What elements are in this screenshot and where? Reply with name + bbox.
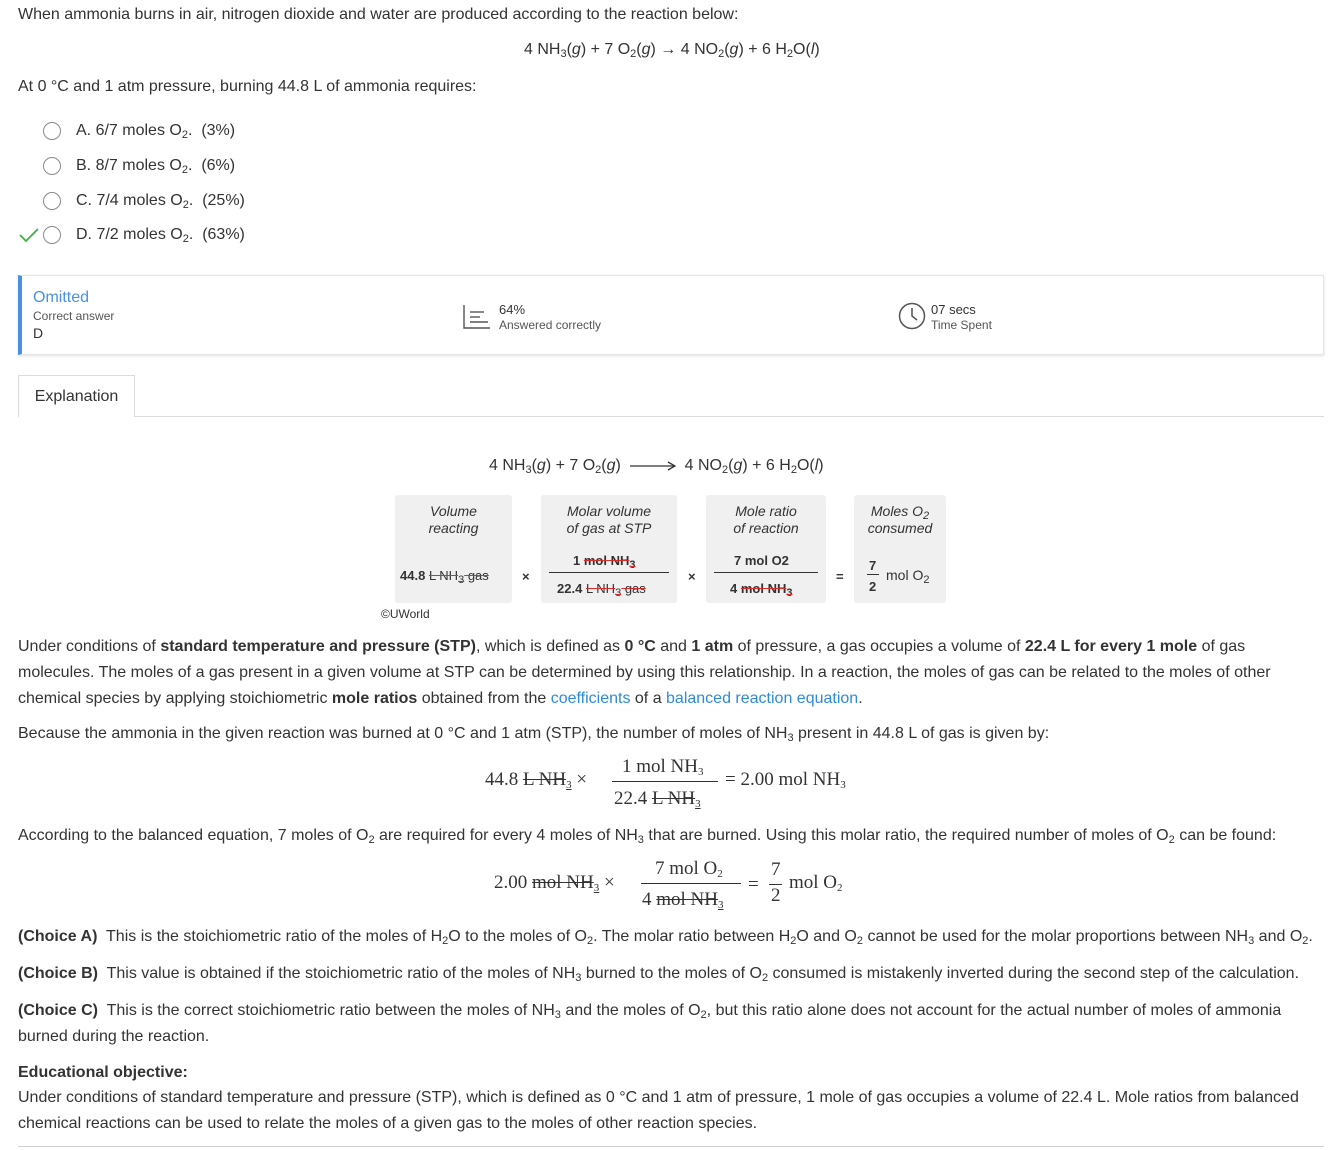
- coefficients-link[interactable]: coefficients: [550, 690, 631, 707]
- equation-2-fraction-bar: [641, 883, 741, 884]
- choice-d[interactable]: D. 7/2 moles $O_2$. (63%): [18, 222, 245, 248]
- figure-result-num: 7: [869, 558, 877, 573]
- explanation-paragraph-1: Under conditions of standard temperature and pressure (STP), which is defined as 0 °C and 1 atm of pressure, a gas occupies a volume of 22.4 L for every 1 mole of gas molecules. The moles of a gas present in a given volume at STP can be determined by using this relationship. In a reaction, the moles of gas can be related to the moles of other chemical species by applying stoichiometric mole ratios obtained from the coefficients of a balanced reaction equation.: [18, 638, 1271, 707]
- figure-box-molar-volume: Molar volume of gas at STP 1 mol $NH_3$ 22.4 L $NH_3$ gas: [541, 495, 677, 603]
- percent-correct-value: 64%: [499, 302, 526, 317]
- checkmark-icon: [18, 226, 40, 244]
- correct-answer-value: D: [33, 325, 44, 341]
- choice-c-letter: C.: [76, 192, 92, 209]
- choice-b-percent: (6%): [201, 157, 236, 174]
- figure-header-moles-1: Moles O: [870, 503, 923, 519]
- choice-d-percent: (63%): [202, 226, 245, 243]
- figure-box-mole-ratio: Mole ratio of reaction 7 mol O2 4 mol $NH_3$: [706, 495, 826, 603]
- choice-b-value: 8/7 moles O: [95, 157, 182, 174]
- time-spent-value: 07 secs: [931, 302, 976, 317]
- figure-header-molar-1: Molar volume: [566, 503, 652, 519]
- equation-1-denominator: 22.4 L $NH_3$: [614, 788, 701, 810]
- equation-2-left: 2.00 mol $NH_3$ ×: [494, 872, 615, 894]
- figure-result-unit: mol O: [886, 567, 924, 583]
- equation-1-result: = 2.00 mol $NH_3$: [725, 769, 846, 791]
- explanation-choice-b: (Choice B) This value is obtained if the stoichiometric ratio of the moles of $NH_3$ burned to the moles of $O_2$ consumed is mistakenly inverted during the second step of the calculation.: [18, 965, 1300, 984]
- question-prompt: At 0 °C and 1 atm pressure, burning 44.8 L of ammonia requires:: [18, 78, 477, 95]
- figure-header-ratio-2: of reaction: [733, 520, 799, 536]
- figure-header-moles-2: consumed: [867, 520, 933, 536]
- percent-correct-label: Answered correctly: [499, 318, 602, 332]
- choice-b-letter: B.: [76, 157, 92, 174]
- status-label: Omitted: [33, 289, 90, 306]
- figure-molar-volume: 22.4: [557, 581, 583, 596]
- figure-header-volume-1: Volume: [430, 503, 477, 519]
- time-spent-label: Time Spent: [931, 318, 992, 332]
- choice-a-letter: A.: [76, 122, 92, 139]
- radio-d[interactable]: [43, 226, 61, 244]
- figure-header-volume-2: reacting: [428, 520, 479, 536]
- choice-c-percent: (25%): [202, 192, 245, 209]
- figure-times-2: ×: [688, 569, 696, 584]
- figure-box-moles-o2: Moles $O_2$ consumed 7 2 mol $O_2$: [854, 495, 946, 603]
- figure-box-volume: Volume reacting 44.8 L $NH_3$ gas: [395, 495, 512, 603]
- clock-icon: [898, 302, 926, 330]
- equation-2-numerator: 7 mol $O_2$: [655, 858, 723, 880]
- choice-c[interactable]: C. 7/4 moles $O_2$. (25%): [18, 188, 245, 214]
- bottom-divider: [18, 1146, 1324, 1147]
- figure-volume-value: 44.8: [400, 568, 426, 583]
- radio-a[interactable]: [43, 122, 61, 140]
- choice-d-letter: D.: [76, 226, 92, 243]
- objective-text: Under conditions of standard temperature and pressure (STP), which is defined as 0 °C and 1 atm of pressure, 1 mole of gas occupies a volume of 22.4 L. Mole ratios from balanced chemical reactions can be used to relate the moles of a given gas to the moles of other reaction species.: [18, 1089, 1299, 1132]
- choice-b[interactable]: B. 8/7 moles $O_2$. (6%): [18, 153, 235, 179]
- radio-b[interactable]: [43, 157, 61, 175]
- figure-ratio-top: 7 mol O2: [734, 553, 789, 568]
- equation-2-result-den: 2: [771, 885, 781, 906]
- reaction-arrow-icon: [630, 461, 676, 471]
- figure-result-den: 2: [869, 579, 877, 594]
- choice-c-value: 7/4 moles O: [96, 192, 183, 209]
- question-stem: When ammonia burns in air, nitrogen dioxide and water are produced according to the reaction below:: [18, 6, 739, 23]
- reaction-equation: 4 $NH_3(g) + 7$ $O_2(g) \to 4$ $NO_2(g) + 6$ $H_2O(l)$: [524, 41, 820, 60]
- figure-times-1: ×: [522, 569, 530, 584]
- stats-bar: [18, 275, 1324, 355]
- balanced-reaction-link[interactable]: balanced reaction equation: [666, 690, 859, 707]
- objective-title: Educational objective:: [18, 1064, 188, 1081]
- explanation-choice-a: (Choice A) This is the stoichiometric ratio of the moles of $H_2O$ to the moles of $O_2$. The molar ratio between $H_2O$ and $O_2$ cannot be used for the molar proportions between $NH_3$ and $O_2$.: [18, 928, 1313, 947]
- equation-2-unit: mol $O_2$: [789, 872, 843, 894]
- equation-2-result-num: 7: [771, 859, 781, 880]
- explanation-paragraph-2: Because the ammonia in the given reaction was burned at 0 °C and 1 atm (STP), the number of moles of $NH_3$ present in 44.8 L of gas is given by:: [18, 725, 1050, 744]
- tab-divider: [135, 416, 1324, 417]
- bar-chart-icon: [462, 304, 492, 330]
- radio-c[interactable]: [43, 192, 61, 210]
- figure-ratio-bottom: 4: [730, 581, 738, 596]
- equation-1-fraction-bar: [612, 781, 718, 782]
- choice-d-value: 7/2 moles O: [96, 226, 183, 243]
- uworld-credit: ©UWorld: [381, 607, 430, 621]
- figure-header-molar-2: of gas at STP: [566, 520, 652, 536]
- correct-answer-label: Correct answer: [33, 309, 115, 323]
- equation-2-denominator: 4 mol $NH_3$: [642, 889, 724, 911]
- explanation-choice-c: (Choice C) This is the correct stoichiometric ratio between the moles of $NH_3$ and the moles of $O_2$, but this ratio alone does not account for the actual number of moles of ammonia burned during the reaction.: [18, 1002, 1282, 1045]
- tab-explanation[interactable]: Explanation: [18, 375, 135, 417]
- equation-1-numerator: 1 mol $NH_3$: [622, 756, 704, 778]
- equation-2-equals: =: [748, 874, 759, 895]
- figure-header-ratio-1: Mole ratio: [735, 503, 797, 519]
- figure-one-mol: 1: [573, 553, 581, 568]
- equation-1-left: 44.8 L $NH_3$ ×: [485, 769, 588, 791]
- choice-a[interactable]: A. 6/7 moles $O_2$. (3%): [18, 118, 235, 144]
- choice-a-value: 6/7 moles O: [95, 122, 182, 139]
- figure-reaction-equation: 4 $NH_3(g) + 7$ $O_2(g)$ 4 $NO_2(g) + 6$ $H_2O(l)$: [489, 457, 824, 476]
- explanation-paragraph-3: According to the balanced equation, 7 moles of $O_2$ are required for every 4 moles of $NH_3$ that are burned. Using this molar ratio, the required number of moles of $O_2$ can be found:: [18, 827, 1277, 846]
- choice-a-percent: (3%): [201, 122, 236, 139]
- figure-equals: =: [836, 569, 844, 584]
